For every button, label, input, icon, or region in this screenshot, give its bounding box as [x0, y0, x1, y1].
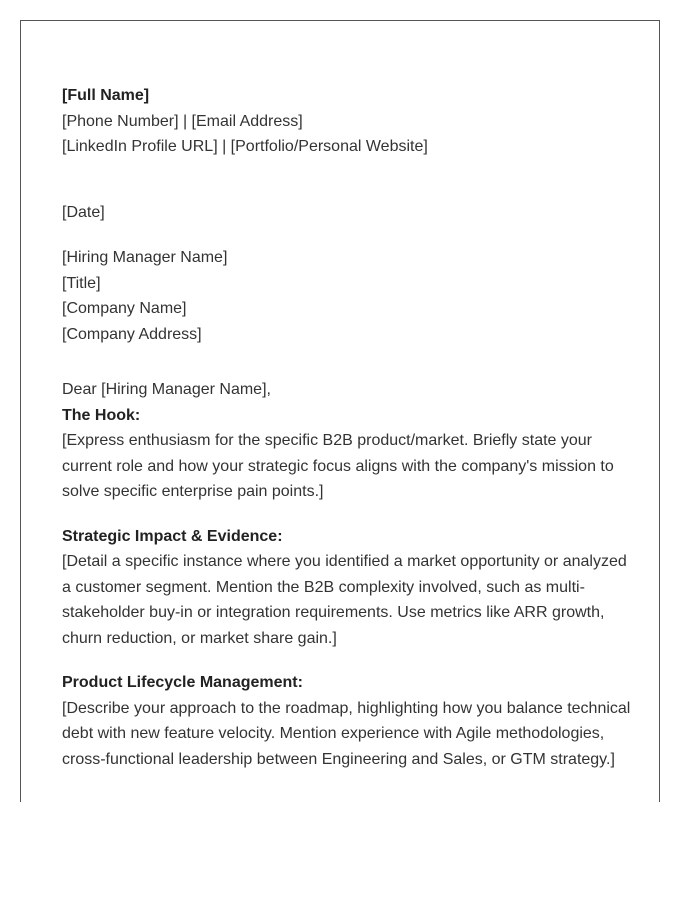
cover-letter-body — [62, 83, 637, 772]
section-product-lifecycle — [62, 670, 637, 772]
salutation: Dear [Hiring Manager Name], — [62, 381, 271, 398]
recipient-title: [Title] — [62, 274, 101, 292]
section-hook — [62, 403, 637, 505]
section-heading: The Hook: — [62, 406, 141, 424]
contact-line-phone-email: [Phone Number] | [Email Address] — [62, 112, 303, 130]
section-heading: Product Lifecycle Management: — [62, 674, 303, 691]
contact-line-linkedin-portfolio: [LinkedIn Profile URL] | [Portfolio/Personal Website] — [62, 138, 428, 155]
full-name: [Full Name] — [62, 87, 150, 104]
section-body: [Express enthusiasm for the specific B2B product/market. Briefly state your current role and how your strategic focus aligns with the company's mission to solve specific enterprise pain points.] — [62, 432, 614, 500]
section-body: [Describe your approach to the roadmap, highlighting how you balance technical debt with new feature velocity. Mention experience with Agile methodologies, cross-functional leadership between Engineering and Sales, or GTM strategy.] — [62, 699, 631, 768]
section-body: [Detail a specific instance where you identified a market opportunity or analyzed a customer segment. Mention the B2B complexity involved, such as multi-stakeholder buy-in or integration requirements. Use metrics like ARR growth, churn reduction, or market share gain.] — [62, 553, 627, 647]
recipient-name: [Hiring Manager Name] — [62, 249, 228, 266]
recipient-company: [Company Name] — [62, 300, 187, 317]
section-strategic-impact — [62, 524, 637, 652]
document-page — [20, 20, 660, 802]
recipient-address: [Company Address] — [62, 325, 202, 343]
section-heading: Strategic Impact & Evidence: — [62, 527, 283, 545]
letter-date: [Date] — [62, 203, 105, 221]
